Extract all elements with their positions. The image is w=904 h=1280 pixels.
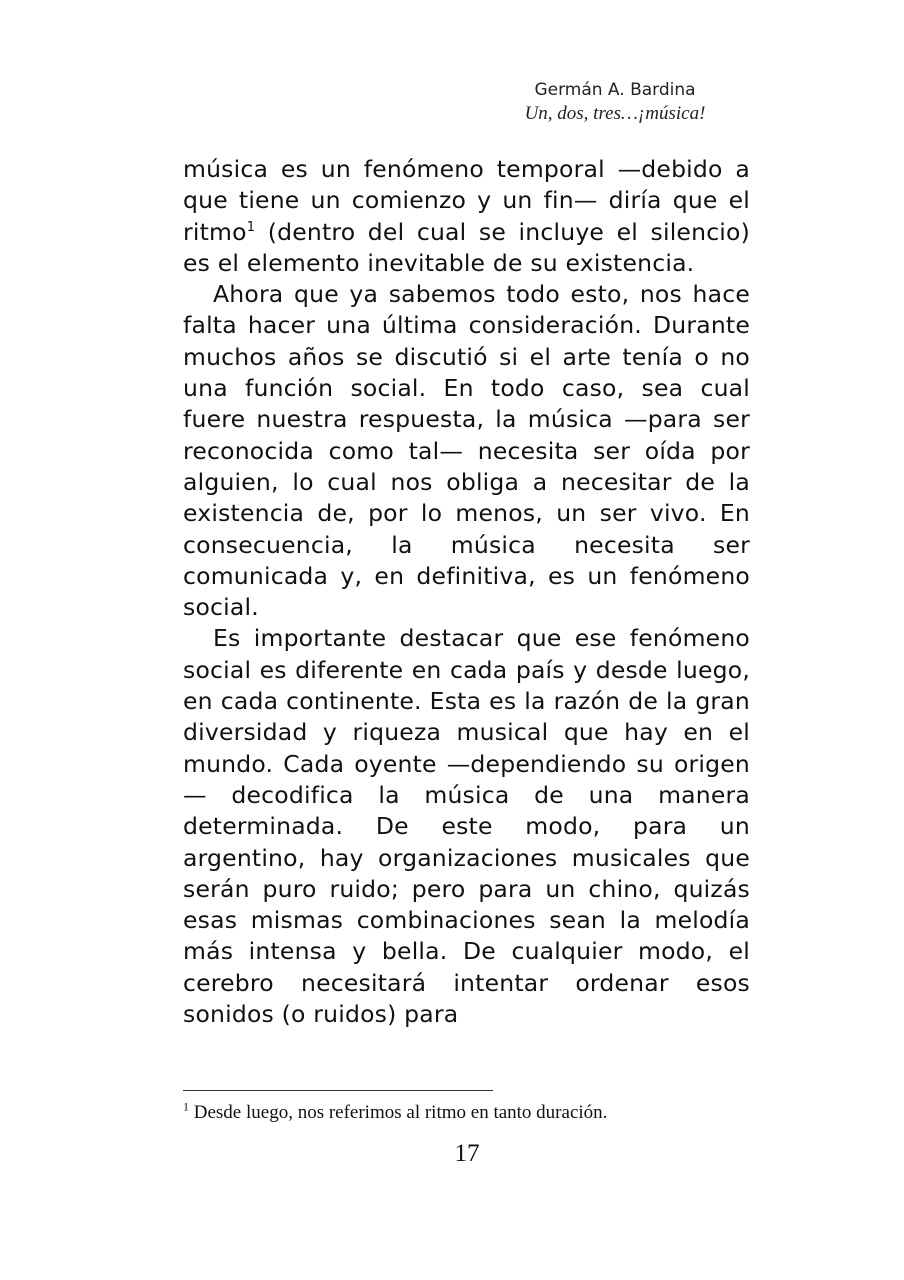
paragraph-3: Es importante destacar que ese fenómeno social es diferente en cada país y desde luego, en cada continente. Esta es la razón de la gran diversidad y riqueza musical que hay en el mundo. Cada oyente —dependiendo su origen— decodifica la música de una manera determinada. De este modo, para un argentino, hay organizaciones musicales que serán puro ruido; pero para un chino, quizás esas mismas combinaciones sean la melodía más intensa y bella. De cualquier modo, el cerebro necesitará intentar ordenar esos sonidos (o ruidos) para	[183, 624, 750, 1029]
footnote-divider	[183, 1090, 493, 1091]
running-header	[480, 78, 750, 126]
body-text	[183, 154, 750, 1030]
footnote-number: 1	[183, 1099, 189, 1114]
page-number: 17	[454, 1140, 480, 1167]
footnote	[183, 1099, 608, 1124]
footnote-reference: 1	[246, 219, 256, 235]
book-title: Un, dos, tres…¡música!	[524, 103, 706, 124]
paragraph-1-text: música es un fenómeno temporal —debido a que tiene un comienzo y un fin— diría que el ritmo	[183, 155, 750, 246]
paragraph-1	[183, 154, 750, 279]
footnote-text: Desde luego, nos referimos al ritmo en tanto duración.	[189, 1102, 608, 1123]
paragraph-1-text-continued: (dentro del cual se incluye el silencio) es el elemento inevitable de su existencia.	[183, 217, 750, 277]
paragraph-2: Ahora que ya sabemos todo esto, nos hace falta hacer una última consideración. Durante muchos años se discutió si el arte tenía o no una función social. En todo caso, sea cual fuere nuestra respuesta, la música —para ser reconocida como tal— necesita ser oída por alguien, lo cual nos obliga a necesitar de la existencia de, por lo menos, un ser vivo. En consecuencia, la música necesita ser comunicada y, en definitiva, es un fenómeno social.	[183, 280, 750, 622]
author-name: Germán A. Bardina	[534, 80, 696, 100]
